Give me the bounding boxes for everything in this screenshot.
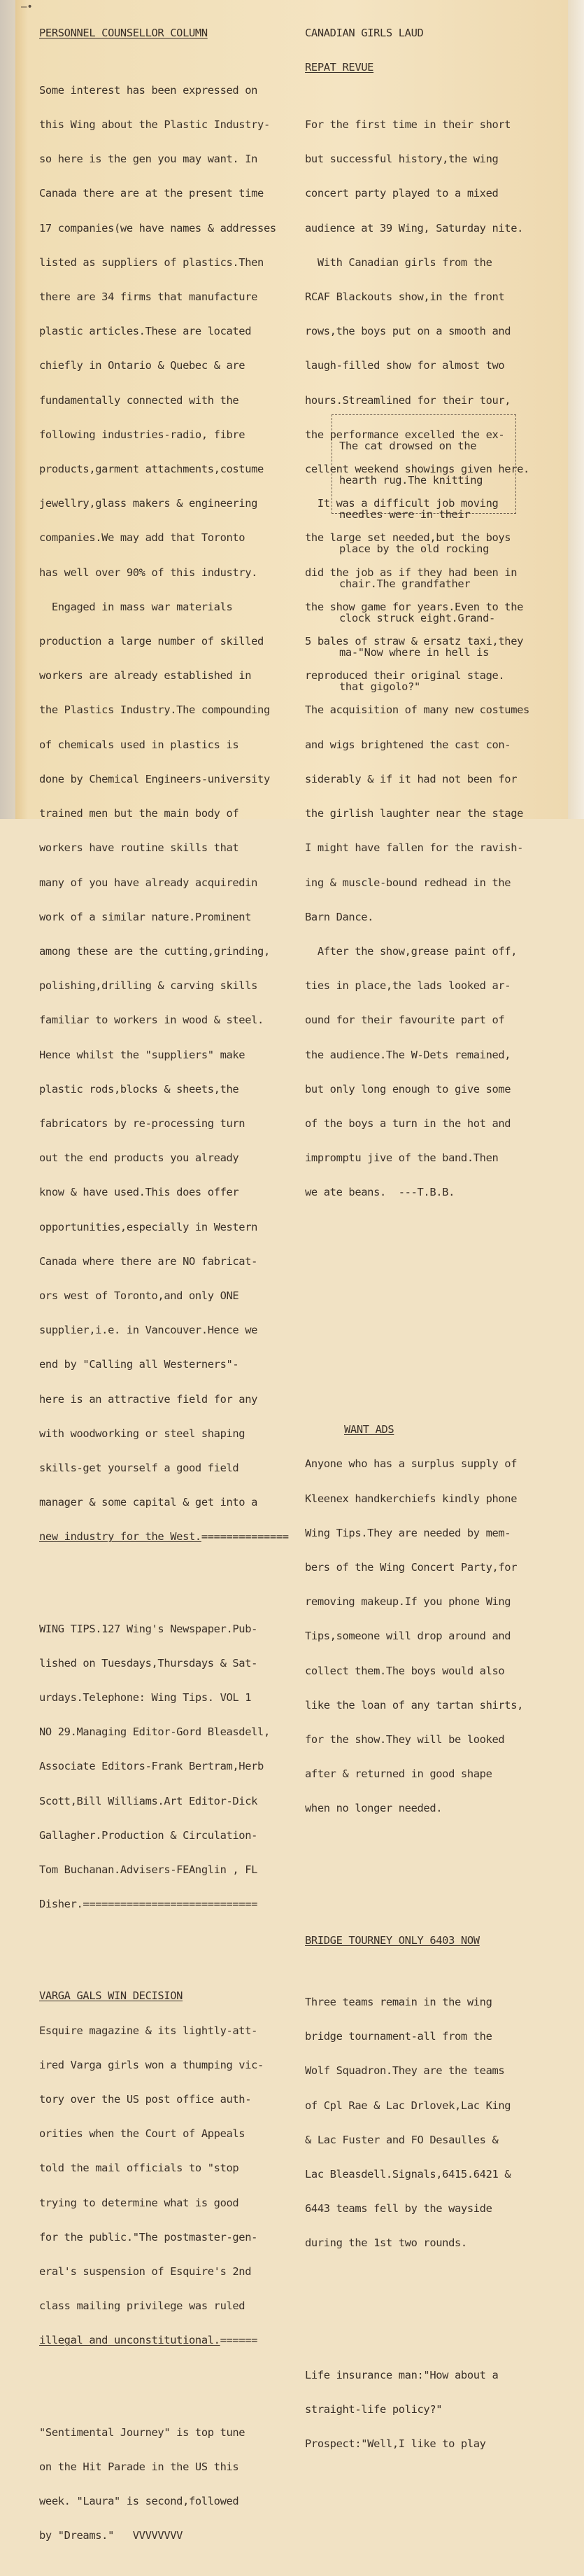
masthead-line: WING TIPS.127 Wing's Newspaper.Pub- [39,1622,258,1635]
masthead-line: Gallagher.Production & Circulation- [39,1828,258,1842]
article-line: 17 companies(we have names & addresses [39,221,276,234]
varga-article [39,1968,295,2370]
article-line: The acquisition of many new costumes [305,704,529,717]
article-line: workers have routine skills that [39,841,239,855]
article-line: did the job as if they had been in [305,566,518,579]
article-line: bridge tournament-all from the [305,2030,492,2043]
article-line: when no longer needed. [305,1802,443,1815]
article-line: opportunities,especially in Western [39,1220,258,1233]
article-line: after & returned in good shape [305,1768,492,1781]
article-line: removing makeup.If you phone Wing [305,1595,511,1609]
separator-rule: ============================ [83,1898,258,1911]
article-line: orities when the Court of Appeals [39,2127,245,2141]
article-line: straight-life policy?" [305,2402,443,2416]
article-line: Three teams remain in the wing [305,1995,492,2008]
article-line: the large set needed,but the boys [305,531,511,545]
article-line: concert party played to a mixed [305,187,499,200]
boxed-joke-text [339,417,495,715]
separator-rule: ============== [201,1530,289,1544]
article-line: For the first time in their short [305,118,511,132]
masthead-last-line [39,1898,295,1910]
article-line: chiefly in Ontario & Quebec & are [39,359,245,372]
box-line: hearth rug.The knitting [339,474,483,487]
article-line: audience at 39 Wing, Saturday nite. [305,221,524,234]
article-line: manager & some capital & get into a [39,1496,258,1509]
article-line: polishing,drilling & carving skills [39,979,258,993]
title-gap [305,1969,564,1973]
scan-edge-left [0,0,15,819]
staple-mark: –• [21,1,33,13]
article-line: of Cpl Rae & Lac Drlovek,Lac King [305,2099,511,2112]
article-line: out the end products you already [39,1152,239,1165]
article-line: Tips,someone will drop around and [305,1630,511,1643]
article-line: this Wing about the Plastic Industry- [39,118,270,132]
article-line: of the boys a turn in the hot and [305,1116,511,1130]
article-line: Kleenex handkerchiefs kindly phone [305,1492,518,1505]
personnel-column-title: PERSONNEL COUNSELLOR COLUMN [39,26,208,39]
article-line: there are 34 firms that manufacture [39,290,258,304]
article-line: during the 1st two rounds. [305,2236,467,2250]
article-line: ties in place,the lads looked ar- [305,979,511,993]
article-line: laugh-filled show for almost two [305,359,505,372]
article-line: the Plastics Industry.The compounding [39,704,270,717]
masthead-line: Tom Buchanan.Advisers-FEAnglin , FL [39,1863,258,1877]
article-line: Anyone who has a surplus supply of [305,1457,518,1471]
article-line: plastic rods,blocks & sheets,the [39,1082,239,1096]
article-line: with woodworking or steel shaping [39,1427,245,1440]
box-line: clock struck eight.Grand- [339,611,495,624]
article-line: bers of the Wing Concert Party,for [305,1561,518,1574]
article-line: end by "Calling all Westerners"- [39,1358,239,1371]
masthead-line: NO 29.Managing Editor-Gord Bleasdell, [39,1726,270,1739]
article-line: Barn Dance. [305,910,374,923]
article-line: here is an attractive field for any [39,1392,258,1406]
hit-parade-item [39,2404,295,2565]
article-line: ired Varga girls won a thumping vic- [39,2058,264,2071]
masthead-block [39,1600,295,1933]
article-line: Some interest has been expressed on [39,83,258,97]
article-line: like the loan of any tartan shirts, [305,1698,524,1712]
masthead-line: urdays.Telephone: Wing Tips. VOL 1 [39,1691,252,1704]
article-line: of chemicals used in plastics is [39,738,239,751]
article-closing-text: illegal and unconstitutional. [39,2334,220,2347]
article-line: eral's suspension of Esquire's 2nd [39,2265,252,2278]
want-ads-title-line [305,1424,564,1435]
article-line: many of you have already acquiredin [39,876,258,889]
article-line: among these are the cutting,grinding, [39,944,270,958]
article-line: work of a similar nature.Prominent [39,910,252,923]
article-line: hours.Streamlined for their tour, [305,393,511,407]
article-line: reproduced their original stage. [305,669,505,682]
separator-rule: ====== [220,2334,258,2347]
article-line: With Canadian girls from the [305,255,492,269]
article-line: supplier,i.e. in Vancouver.Hence we [39,1324,258,1337]
article-line: ors west of Toronto,and only ONE [39,1289,239,1302]
article-line: for the show.They will be looked [305,1733,505,1746]
article-last-line [39,2334,295,2346]
article-line: siderably & if it had not been for [305,772,518,785]
bridge-section [305,1912,564,2272]
section-gap [305,1872,564,1877]
bridge-title: BRIDGE TOURNEY ONLY 6403 NOW [305,1933,480,1947]
article-line: cellent weekend showings given here. [305,463,529,476]
article-line: fabricators by re-processing turn [39,1116,245,1130]
article-line: Wing Tips.They are needed by mem- [305,1526,511,1539]
article-line: fundamentally connected with the [39,393,239,407]
revue-title-line-1: CANADIAN GIRLS LAUD [305,26,424,39]
article-line: & Lac Fuster and FO Desaulles & [305,2133,499,2146]
box-line: chair.The grandfather [339,577,471,590]
article-line: and wigs brightened the cast con- [305,738,511,751]
article-line: 5 bales of straw & ersatz taxi,they [305,635,524,648]
article-line: ound for their favourite part of [305,1014,505,1027]
article-line: the show game for years.Even to the [305,600,524,613]
article-line: done by Chemical Engineers-university [39,772,270,785]
masthead-line: Scott,Bill Williams.Art Editor-Dick [39,1794,258,1807]
article-line: workers are already established in [39,669,252,682]
article-line: following industries-radio, fibre [39,428,245,441]
article-line: Wolf Squadron.They are the teams [305,2064,505,2078]
article-line: Canada there are at the present time [39,187,264,200]
article-line: 6443 teams fell by the wayside [305,2202,492,2216]
box-line: The cat drowsed on the [339,439,477,452]
article-line: Prospect:"Well,I like to play [305,2437,486,2451]
article-line: products,garment attachments,costume [39,463,264,476]
box-spacer [305,1267,564,1366]
article-line: Life insurance man:"How about a [305,2368,499,2381]
article-line: rows,the boys put on a smooth and [305,325,511,338]
article-line: week. "Laura" is second,followed [39,2495,239,2508]
article-line: RCAF Blackouts show,in the front [305,290,505,304]
article-line: jewellry,glass makers & engineering [39,497,258,510]
article-line: Engaged in mass war materials [39,600,233,613]
article-line: but only long enough to give some [305,1082,511,1096]
insurance-joke [305,2346,564,2472]
article-line: listed as suppliers of plastics.Then [39,255,264,269]
article-line: Esquire magazine & its lightly-att- [39,2024,258,2037]
want-ads-title: WANT ADS [344,1423,394,1436]
article-line: for the public."The postmaster-gen- [39,2230,258,2244]
article-line: impromptu jive of the band.Then [305,1152,499,1165]
plastics-article [39,62,295,1566]
article-line: the performance excelled the ex- [305,428,505,441]
section-gap [305,2306,564,2312]
box-line: place by the old rocking [339,542,489,556]
article-line: on the Hit Parade in the US this [39,2460,239,2473]
left-column [39,4,295,2576]
article-last-line [39,1531,295,1542]
article-line: Hence whilst the "suppliers" make [39,1048,245,1061]
scan-edge-right [568,0,584,819]
masthead-closing-text: Disher. [39,1898,83,1911]
article-line: I might have fallen for the ravish- [305,841,524,855]
article-line: but successful history,the wing [305,153,499,166]
article-line: ing & muscle-bound redhead in the [305,876,511,889]
want-ads-section [305,1401,564,1837]
article-line: collect them.The boys would also [305,1664,505,1677]
article-line: tory over the US post office auth- [39,2093,252,2106]
article-line: companies.We may add that Toronto [39,531,245,545]
article-line: production a large number of skilled [39,635,264,648]
article-line: plastic articles.These are located [39,325,252,338]
masthead-line: Associate Editors-Frank Bertram,Herb [39,1760,264,1773]
article-closing-text: new industry for the West. [39,1530,201,1544]
article-line: Lac Bleasdell.Signals,6415.6421 & [305,2167,511,2180]
article-line: has well over 90% of this industry. [39,566,258,579]
revue-title-line-2: REPAT REVUE [305,61,374,74]
article-line: by "Dreams." VVVVVVVV [39,2529,183,2542]
article-line: so here is the gen you may want. In [39,153,258,166]
article-line: class mailing privilege was ruled [39,2300,245,2313]
right-column [305,4,564,2484]
article-line: know & have used.This does offer [39,1186,239,1199]
box-line: ma-"Now where in hell is [339,646,489,659]
article-line: familiar to workers in wood & steel. [39,1014,264,1027]
article-line: It was a difficult job moving [305,497,499,510]
article-line: After the show,grease paint off, [305,944,518,958]
article-line: trying to determine what is good [39,2196,239,2209]
box-line: that gigolo?" [339,680,420,694]
article-line: the girlish laughter near the stage [305,807,524,820]
article-line: told the mail officials to "stop [39,2162,239,2175]
varga-article-title: VARGA GALS WIN DECISION [39,1989,183,2003]
article-line: "Sentimental Journey" is top tune [39,2426,245,2439]
article-line: trained men but the main body of [39,807,239,820]
article-line: Canada where there are NO fabricat- [39,1254,258,1268]
article-line: we ate beans. ---T.B.B. [305,1186,455,1199]
box-line: needles were in their [339,508,471,522]
masthead-line: lished on Tuesdays,Thursdays & Sat- [39,1656,258,1670]
article-line: the audience.The W-Dets remained, [305,1048,511,1061]
article-line: skills-get yourself a good field [39,1461,239,1474]
